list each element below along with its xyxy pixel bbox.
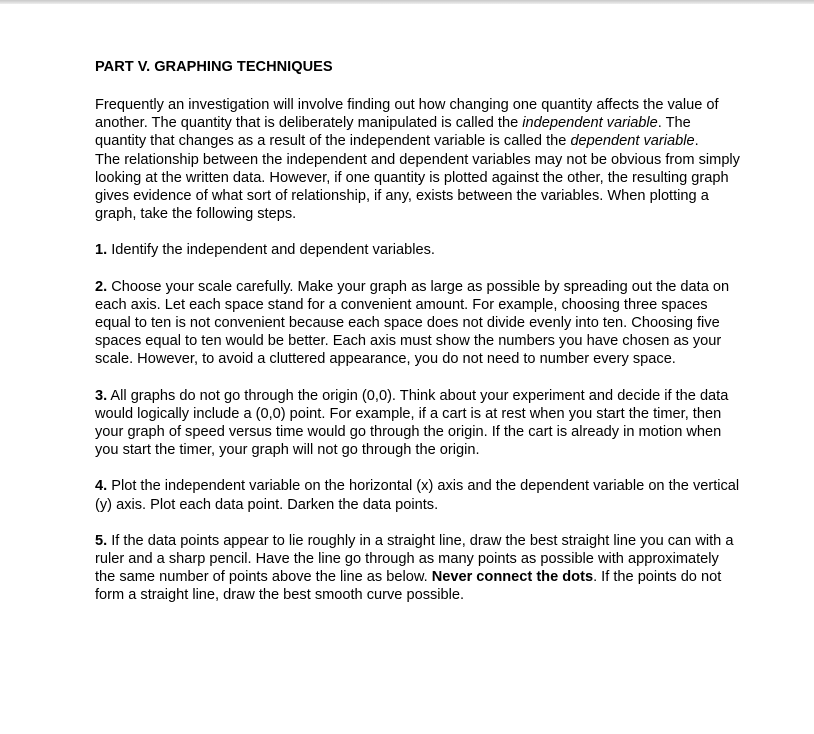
step-text: Identify the independent and dependent variables. xyxy=(107,242,435,259)
never-connect-emphasis: Never connect the dots xyxy=(431,569,594,586)
intro-text-4: The relationship between the independent and dependent variables may not be obvious from simply looking at the written data. However, if one quantity is plotted against the other, the resulting graph gives evidence of what sort of relationship, if any, exists between the variables. When plotting a graph, take the following steps. xyxy=(95,151,740,223)
viewer-top-edge xyxy=(0,0,814,4)
intro-text-3: . xyxy=(694,133,699,150)
page-title: PART V. GRAPHING TECHNIQUES xyxy=(95,59,333,75)
step-text: All graphs do not go through the origin (0,0). Think about your experiment and decide if the data would logically include a (0,0) point. For example, if a cart is at rest when you start the timer, then your graph of speed versus time would go through the origin. If the cart is already in motion when you start the timer, your graph will not go through the origin. xyxy=(95,387,729,459)
term-independent-variable: independent variable xyxy=(522,115,658,132)
step-5 xyxy=(95,532,740,605)
step-text: Plot the independent variable on the horizontal (x) axis and the dependent variable on the vertical (y) axis. Plot each data point. Darken the data points. xyxy=(95,478,740,513)
step-number: 3. xyxy=(95,387,108,404)
term-dependent-variable: dependent variable xyxy=(570,133,695,150)
intro-text-1: Frequently an investigation will involve finding out how changing one quantity affects the value of another. The quantity that is deliberately manipulated is called the xyxy=(95,97,719,132)
step-2 xyxy=(95,278,740,369)
intro-paragraph xyxy=(95,96,740,223)
step-text: If the data points appear to lie roughly in a straight line, draw the best straight line you can with a ruler and a sharp pencil. Have the line go through as many points as possible with approximately the same number of points above the line as below. xyxy=(95,532,734,586)
step-3 xyxy=(95,387,740,460)
step-1 xyxy=(95,241,740,259)
step-number: 4. xyxy=(95,478,108,495)
step-text: Choose your scale carefully. Make your graph as large as possible by spreading out the data on each axis. Let each space stand for a convenient amount. For example, choosing three spaces equal to ten is not convenient because each space does not divide evenly into ten. Choosing five spaces equal to ten would be better. Each axis must show the numbers you have chosen as your scale. However, to avoid a cluttered appearance, you do not need to number every space. xyxy=(95,278,730,368)
document-page xyxy=(95,58,740,605)
intro-text-2: . The quantity that changes as a result of the independent variable is called the xyxy=(95,115,691,150)
step-text-end: . If the points do not form a straight line, draw the best smooth curve possible. xyxy=(95,569,722,604)
step-number: 2. xyxy=(95,278,108,295)
step-4 xyxy=(95,477,740,513)
step-number: 5. xyxy=(95,532,108,549)
step-number: 1. xyxy=(95,242,108,259)
